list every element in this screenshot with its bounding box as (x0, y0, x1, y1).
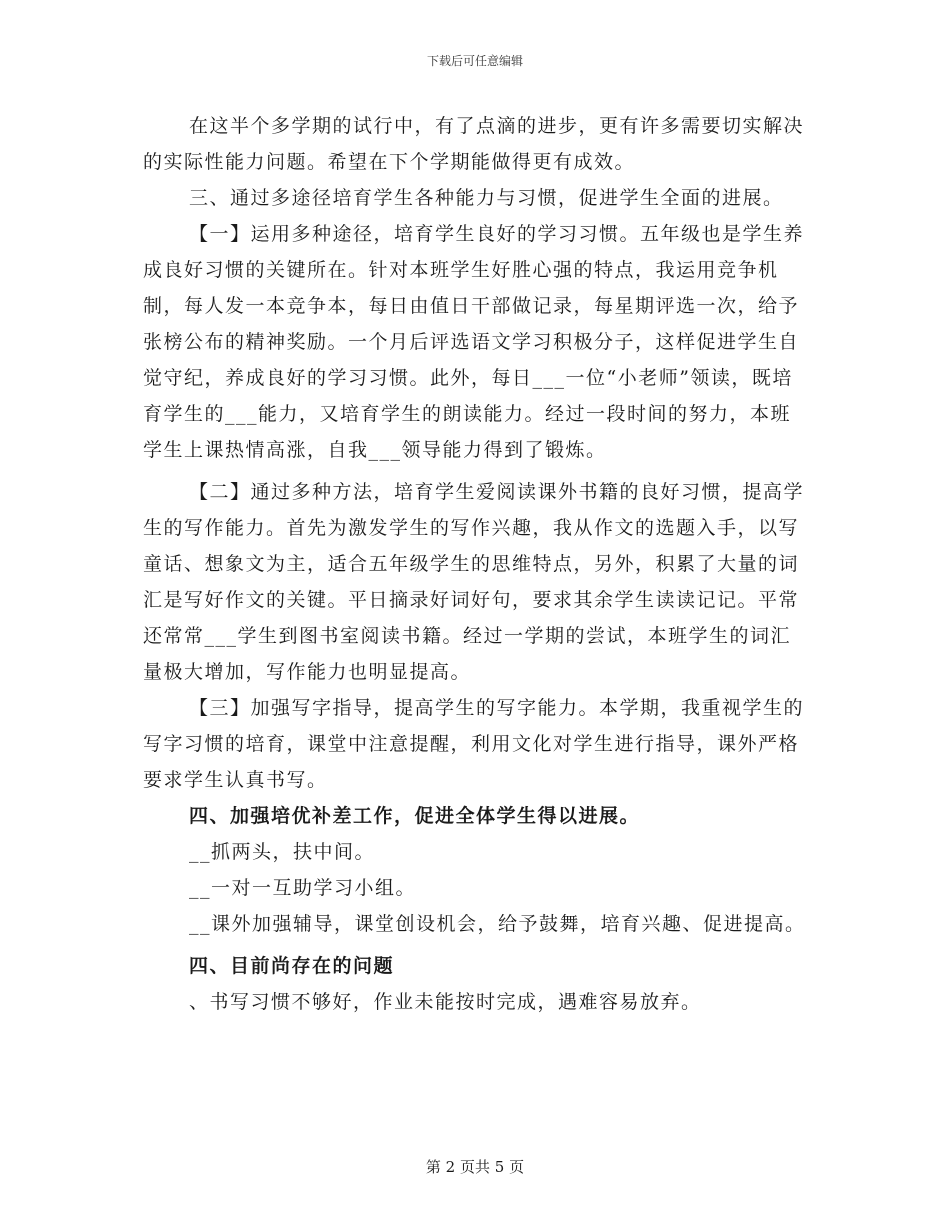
section-heading-three: 三、通过多途径培育学生各种能力与习惯，促进学生全面的进展。 (189, 187, 784, 209)
section-heading-problems: 四、目前尚存在的问题 (189, 955, 395, 977)
page-footer: 第 2 页共 5 页 (425, 1158, 525, 1176)
paragraph-problems: 、书写习惯不够好，作业未能按时完成，遇难容易放弃。 (189, 991, 702, 1013)
paragraph-reading-two: 【二】通过多种方法，培育学生爱阅读课外书籍的良好习惯，提高学生的写作能力。首先为激发学生的写作兴趣，我从作文的选题入手，以写童话、想象文为主，适合五年级学生的思维特点，另外，积累了大量的词汇是写好作文的关键。平日摘录好词好句，要求其余学生读读记记。平常还常常___学生到图书室阅读书籍。经过一学期的尝试，本班学生的词汇量极大增加，写作能力也明显提高。 (143, 481, 805, 683)
document-body (143, 108, 811, 1020)
section-heading-four: 四、加强培优补差工作，促进全体学生得以进展。 (189, 805, 641, 827)
page-header: 下载后可任意编辑 (426, 54, 523, 68)
paragraph-progress-summary: 在这半个多学期的试行中，有了点滴的进步，更有许多需要切实解决的实际性能力问题。希望在下个学期能做得更有成效。 (143, 115, 805, 173)
list-item-grab-ends: __抓两头，扶中间。 (189, 841, 376, 863)
list-item-extra-tutoring: __课外加强辅导，课堂创设机会，给予鼓舞，培育兴趣、促进提高。 (189, 913, 806, 935)
paragraph-habits-one: 【一】运用多种途径，培育学生良好的学习习惯。五年级也是学生养成良好习惯的关键所在。针对本班学生好胜心强的特点，我运用竞争机制，每人发一本竞争本，每日由值日干部做记录，每星期评选一次，给予张榜公布的精神奖励。一个月后评选语文学习积极分子，这样促进学生自觉守纪，养成良好的学习习惯。此外，每日___一位“小老师”领读，既培育学生的___能力，又培育学生的朗读能力。经过一段时间的努力，本班学生上课热情高涨，自我___领导能力得到了锻炼。 (143, 223, 805, 461)
list-item-pair-study: __一对一互助学习小组。 (189, 877, 417, 899)
paragraph-writing-three: 【三】加强写字指导，提高学生的写字能力。本学期，我重视学生的写字习惯的培育，课堂中注意提醒，利用文化对学生进行指导，课外严格要求学生认真书写。 (143, 697, 805, 791)
